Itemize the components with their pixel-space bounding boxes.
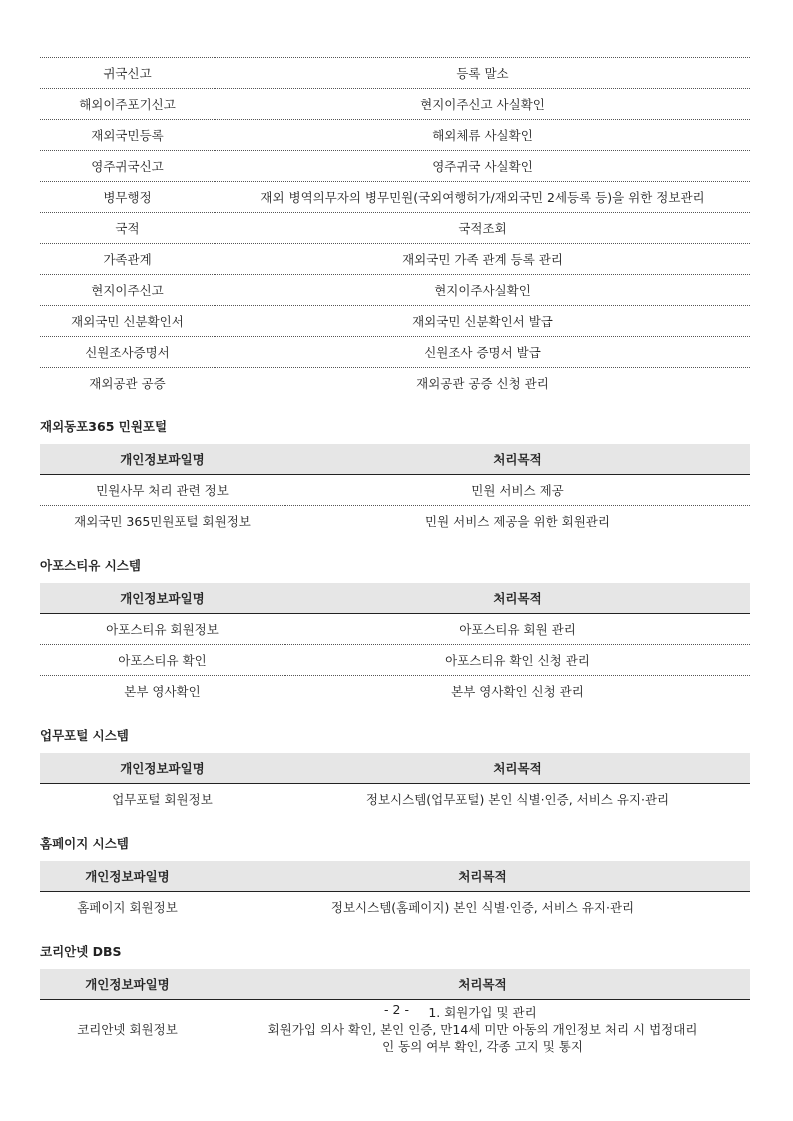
purpose-cell: 정보시스템(홈페이지) 본인 식별·인증, 서비스 유지·관리 xyxy=(330,900,635,915)
column-header: 개인정보파일명 xyxy=(40,444,285,475)
column-header: 처리목적 xyxy=(285,753,750,784)
column-header: 처리목적 xyxy=(285,583,750,614)
table-row xyxy=(40,151,750,182)
purpose-cell: 현지이주사실확인 xyxy=(215,275,750,306)
table-row xyxy=(40,58,750,89)
table-row xyxy=(40,306,750,337)
column-header: 개인정보파일명 xyxy=(40,969,215,1000)
section-title: 아포스티유 시스템 xyxy=(40,558,141,573)
section-title: 재외동포365 민원포털 xyxy=(40,419,168,434)
purpose-cell: 신원조사 증명서 발급 xyxy=(215,337,750,368)
file-name-cell: 업무포털 회원정보 xyxy=(112,792,213,807)
table-row xyxy=(40,182,750,213)
purpose-cell: 정보시스템(업무포털) 본인 식별·인증, 서비스 유지·관리 xyxy=(365,792,670,807)
purpose-cell: 아포스티유 회원 관리 xyxy=(285,614,750,645)
file-name-cell: 코리안넷 회원정보 xyxy=(77,1021,178,1037)
purpose-cell: 본부 영사확인 신청 관리 xyxy=(451,684,584,699)
section-title: 업무포털 시스템 xyxy=(40,728,129,743)
file-name-cell: 홈페이지 회원정보 xyxy=(77,900,178,915)
purpose-cell: 등록 말소 xyxy=(215,58,750,89)
file-name-cell: 해외이주포기신고 xyxy=(40,89,215,120)
file-name-cell: 아포스티유 회원정보 xyxy=(40,614,285,645)
purpose-cell: 아포스티유 확인 신청 관리 xyxy=(285,645,750,676)
file-name-cell: 신원조사증명서 xyxy=(40,337,215,368)
purpose-cell: 민원 서비스 제공 xyxy=(285,475,750,506)
file-name-cell: 재외국민등록 xyxy=(40,120,215,151)
file-name-cell: 재외국민 365민원포털 회원정보 xyxy=(74,514,251,529)
file-name-cell: 국적 xyxy=(40,213,215,244)
section-title: 코리안넷 DBS xyxy=(40,944,122,959)
column-header: 처리목적 xyxy=(215,969,750,1000)
table-row xyxy=(40,368,750,399)
column-header: 개인정보파일명 xyxy=(40,583,285,614)
section-title: 홈페이지 시스템 xyxy=(40,836,129,851)
section-table xyxy=(40,583,750,706)
file-name-cell: 귀국신고 xyxy=(40,58,215,89)
table-row xyxy=(40,120,750,151)
table-row xyxy=(40,784,750,815)
purpose-cell: 재외국민 가족 관계 등록 관리 xyxy=(215,244,750,275)
purpose-cell: 재외 병역의무자의 병무민원(국외여행허가/재외국민 2세등록 등)을 위한 정보관리 xyxy=(215,182,750,213)
purpose-cell: 민원 서비스 제공을 위한 회원관리 xyxy=(425,514,610,529)
table-row xyxy=(40,275,750,306)
purpose-cell: 해외체류 사실확인 xyxy=(215,120,750,151)
purpose-line: 인 동의 여부 확인, 각종 고지 및 통지 xyxy=(382,1038,583,1054)
section-table xyxy=(40,444,750,536)
table-row xyxy=(40,213,750,244)
purpose-cell: 재외공관 공증 신청 관리 xyxy=(416,376,549,391)
page-number: - 2 - xyxy=(384,1002,409,1017)
table-row xyxy=(40,614,750,645)
file-name-cell: 재외공관 공증 xyxy=(89,376,166,391)
file-name-cell: 현지이주신고 xyxy=(40,275,215,306)
table-row xyxy=(40,892,750,923)
purpose-line: 회원가입 의사 확인, 본인 인증, 만14세 미만 아동의 개인정보 처리 시 법정대리 xyxy=(267,1021,698,1037)
purpose-cell: 재외국민 신분확인서 발급 xyxy=(215,306,750,337)
table-row xyxy=(40,645,750,676)
table-row xyxy=(40,506,750,537)
file-name-cell: 아포스티유 확인 xyxy=(40,645,285,676)
purpose-cell: 영주귀국 사실확인 xyxy=(215,151,750,182)
table-row xyxy=(40,89,750,120)
file-name-cell: 영주귀국신고 xyxy=(40,151,215,182)
purpose-cell: 국적조회 xyxy=(215,213,750,244)
file-name-cell: 가족관계 xyxy=(40,244,215,275)
table-row xyxy=(40,676,750,707)
column-header: 처리목적 xyxy=(285,444,750,475)
table-row xyxy=(40,337,750,368)
column-header: 처리목적 xyxy=(215,861,750,892)
table-row xyxy=(40,475,750,506)
section-table xyxy=(40,861,750,922)
document-page xyxy=(40,57,750,1058)
table-row xyxy=(40,244,750,275)
section-table xyxy=(40,753,750,814)
purpose-line: 1. 회원가입 및 관리 xyxy=(428,1004,537,1020)
file-name-cell: 본부 영사확인 xyxy=(124,684,201,699)
purpose-table-top xyxy=(40,57,750,398)
purpose-cell: 현지이주신고 사실확인 xyxy=(215,89,750,120)
file-name-cell: 재외국민 신분확인서 xyxy=(40,306,215,337)
column-header: 개인정보파일명 xyxy=(40,861,215,892)
file-name-cell: 병무행정 xyxy=(40,182,215,213)
file-name-cell: 민원사무 처리 관련 정보 xyxy=(40,475,285,506)
column-header: 개인정보파일명 xyxy=(40,753,285,784)
